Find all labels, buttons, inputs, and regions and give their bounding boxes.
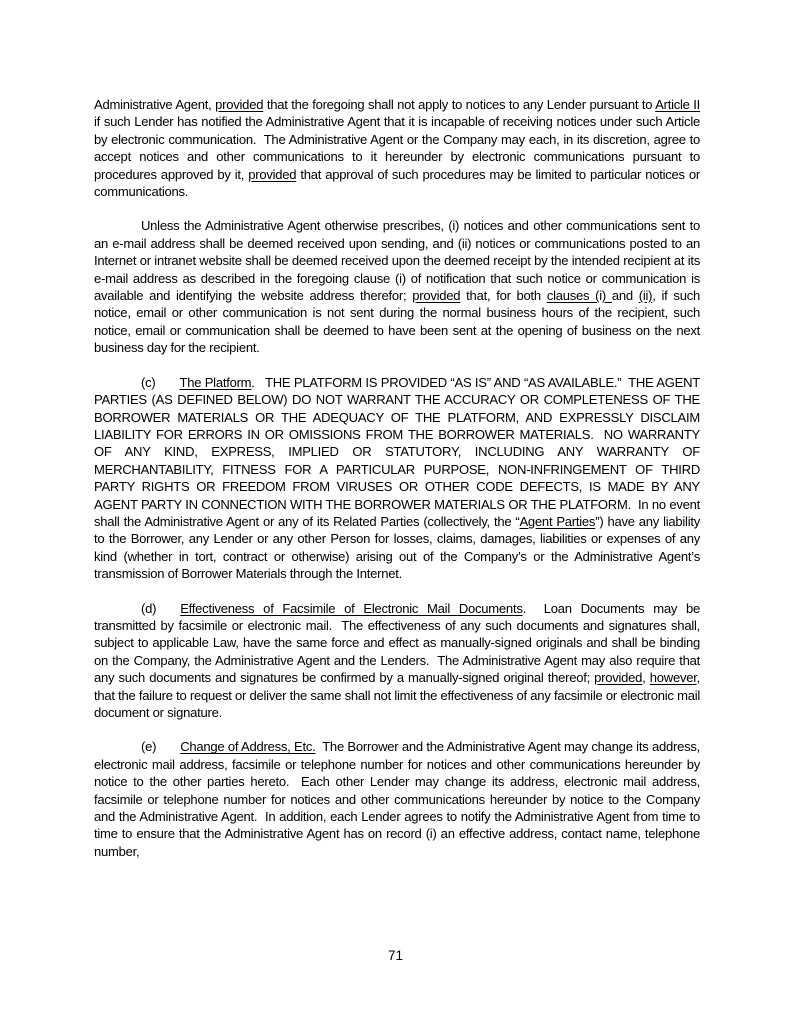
section-e-marker: (e)	[141, 739, 157, 755]
section-e-paragraph	[94, 738, 704, 860]
paragraph-2	[94, 217, 704, 356]
section-d-seg: . Loan Documents may be transmitted by facsimile or electronic mail. The effectiveness of any such documents and signatures shall, subject to applicable Law, have the same force and effect as manually-signed originals and shall be binding on the Company, the Administrative Agent and the Lenders. The Administrative Agent may also require that any such documents and signatures be confirmed by a manually-signed original thereof;	[94, 600, 704, 686]
p1-seg-underlined: Article II	[655, 97, 701, 112]
p1-seg-underlined: provided	[215, 97, 264, 112]
section-d-paragraph	[94, 600, 704, 722]
p1-seg: that the foregoing shall not apply to notices to any Lender pursuant to	[263, 97, 656, 112]
section-d-marker: (d)	[141, 600, 157, 616]
p2-seg-underlined: (ii)	[638, 288, 653, 304]
document-page	[94, 96, 704, 877]
section-d-seg-underlined: provided	[594, 670, 643, 686]
section-d-seg-underlined: however	[649, 670, 697, 686]
p2-seg-underlined: provided	[412, 288, 461, 304]
section-c-seg: ”) have any liability to the Borrower, any Lender or any other Person for losses, claims, damages, liabilities or expenses of any kind (whether in tort, contract or otherwise) arising out of the Company’s or the Administrative Agent’s transmission of Borrower Materials through the Internet.	[94, 513, 704, 582]
p1-seg: if such Lender has notified the Administrative Agent that it is incapable of receiving notices under such Article by electronic communication. The Administrative Agent or the Company may each, in its discretion, agree to accept notices and other communications to it hereunder by electronic communications pursuant to procedures approved by it,	[94, 97, 704, 182]
paragraph-1	[94, 96, 704, 200]
p2-seg-underlined: clauses (i)	[546, 288, 612, 304]
p2-seg: and	[611, 288, 639, 304]
section-d-seg: ,	[642, 670, 650, 686]
section-c-heading: The Platform	[179, 374, 252, 390]
section-c-seg: . THE PLATFORM IS PROVIDED “AS IS” AND “AS AVAILABLE.” THE AGENT PARTIES (AS DEFINED BELOW) DO NOT WARRANT THE ACCURACY OR COMPLETENESS OF THE BORROWER MATERIALS OR THE ADEQUACY OF THE PLATFORM, AND EXPRESSLY DISCLAIM LIABILITY FOR ERRORS IN OR OMISSIONS FROM THE BORROWER MATERIALS. NO WARRANTY OF ANY KIND, EXPRESS, IMPLIED OR STATUTORY, INCLUDING ANY WARRANTY OF MERCHANTABILITY, FITNESS FOR A PARTICULAR PURPOSE, NON-INFRINGEMENT OF THIRD PARTY RIGHTS OR FREEDOM FROM VIRUSES OR OTHER CODE DEFECTS, IS MADE BY ANY AGENT PARTY IN CONNECTION WITH THE BORROWER MATERIALS OR THE PLATFORM. In no event shall the Administrative Agent or any of its Related Parties (collectively, the “	[94, 374, 704, 529]
p2-seg: that, for both	[460, 288, 547, 304]
section-e-heading: Change of Address, Etc.	[180, 739, 316, 755]
p1-seg-underlined: provided	[248, 166, 297, 182]
section-c-marker: (c)	[141, 374, 156, 390]
page-number: 71	[387, 948, 404, 963]
p2-seg: Unless the Administrative Agent otherwise prescribes, (i) notices and other communications sent to an e-mail address shall be deemed received upon sending, and (ii) notices or communications posted to an Internet or intranet website shall be deemed received upon the deemed receipt by the intended recipient at its e-mail address as described in the foregoing clause (i) of notification that such notice or communication is available and identifying the website address therefor;	[94, 218, 704, 304]
section-c-paragraph	[94, 374, 704, 583]
section-d-seg: , that the failure to request or deliver the same shall not limit the effectiveness of any facsimile or electronic mail document or signature.	[94, 670, 704, 720]
section-d-heading: Effectiveness of Facsimile of Electronic Mail Documents	[180, 600, 523, 616]
p1-seg: that approval of such procedures may be limited to particular notices or communications.	[94, 166, 704, 200]
section-e-seg: The Borrower and the Administrative Agent may change its address, electronic mail address, facsimile or telephone number for notices and other communications hereunder by notice to the other parties hereto. Each other Lender may change its address, electronic mail address, facsimile or telephone number for notices and other communications hereunder by notice to the Company and the Administrative Agent. In addition, each Lender agrees to notify the Administrative Agent from time to time to ensure that the Administrative Agent has on record (i) an effective address, contact name, telephone number,	[94, 739, 704, 859]
section-c-seg-underlined: Agent Parties	[519, 513, 596, 529]
p2-seg: , if such notice, email or other communication is not sent during the normal business hours of the recipient, such notice, email or communication shall be deemed to have been sent at the opening of business on the next business day for the recipient.	[94, 288, 704, 356]
p1-seg: Administrative Agent,	[94, 97, 216, 112]
